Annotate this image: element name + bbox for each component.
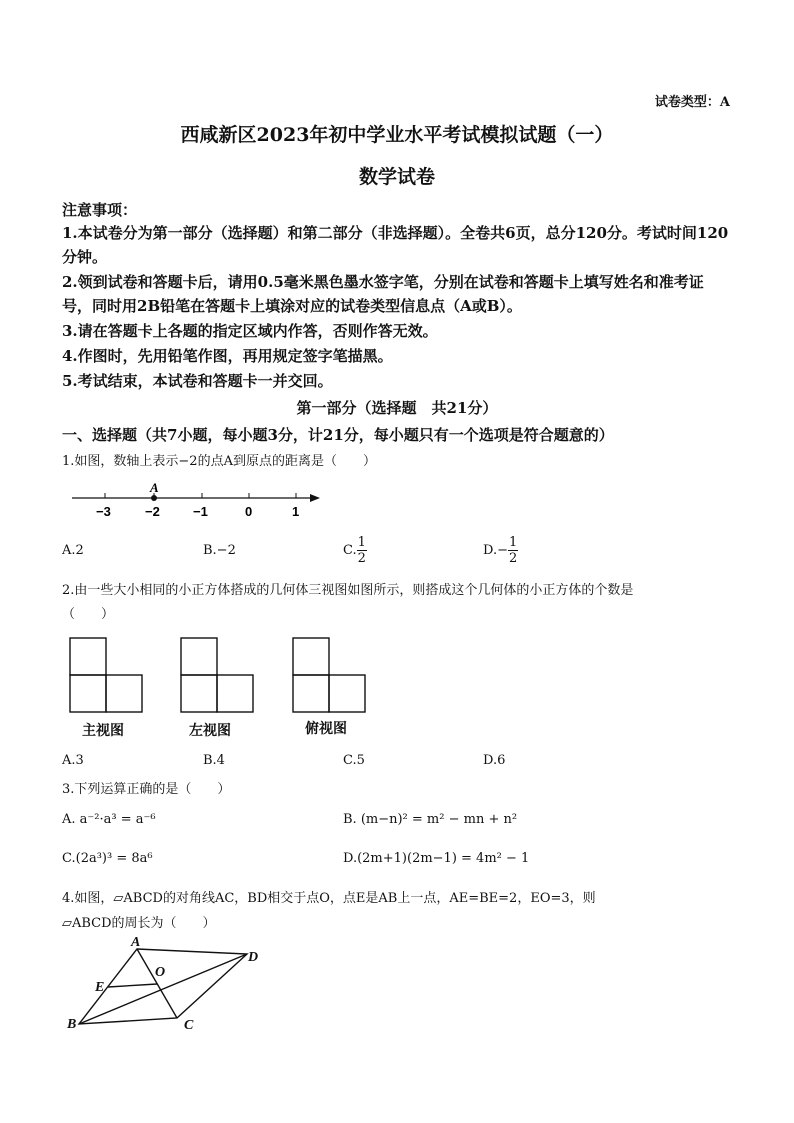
q2-option-b[interactable]: B.4 [203,753,225,768]
fraction-numerator: 1 [508,535,518,550]
front-view-label: 主视图 [82,723,124,739]
number-line-figure [62,478,332,524]
segment-eo [108,984,157,987]
point-a-dot [151,495,157,501]
q1-option-b[interactable]: B.−2 [203,543,236,558]
left-view-figure [177,636,267,716]
note-item: 3.请在答题卡上各题的指定区域内作答，否则作答无效。 [62,322,438,340]
note-item: 4.作图时，先用铅笔作图，再用规定签字笔描黑。 [62,347,393,365]
q1-option-a[interactable]: A.2 [62,543,84,558]
vertex-d-label: D [248,950,259,965]
tick-label: −3 [96,504,111,519]
q1-option-c-prefix: C. [343,543,357,558]
diagonal-ac [137,949,177,1018]
fraction [508,535,518,566]
question-2-stem-cont: （ ） [62,607,115,622]
note-item: 5.考试结束，本试卷和答题卡一并交回。 [62,372,333,390]
point-e-label: E [95,980,105,995]
parallelogram-figure [62,934,272,1039]
question-4-stem: 4.如图，▱ABCD的对角线AC，BD相交于点O，点E是AB上一点，AE=BE=2，EO=3，则 [62,891,596,906]
note-item: 2.领到试卷和答题卡后，请用0.5毫米黑色墨水签字笔，分别在试卷和答题卡上填写姓名和准考证号，同时用2B铅笔在答题卡上填涂对应的试卷类型信息点（A或B）。 [62,273,704,315]
point-a-label: A [150,480,159,495]
front-view-figure [66,636,156,716]
q3-option-b[interactable]: B. (m−n)² = m² − mn + n² [343,812,518,827]
top-view-label: 俯视图 [305,721,347,737]
point-o-label: O [155,965,166,980]
q3-option-a[interactable]: A. a⁻²·a³ = a⁻⁶ [62,812,156,827]
question-4-stem-cont: ▱ABCD的周长为（ ） [62,916,216,931]
vertex-b-label: B [67,1017,77,1032]
fraction [357,535,367,566]
q2-option-d[interactable]: D.6 [483,753,506,768]
q3-option-c[interactable]: C.(2a³)³ = 8a⁶ [62,851,153,866]
q2-option-c[interactable]: C.5 [343,753,365,768]
tick-label: −1 [193,504,208,519]
left-view-label: 左视图 [189,723,231,739]
tick-label: 1 [292,504,300,519]
tick-label: −2 [145,504,160,519]
section-heading: 一、选择题（共7小题，每小题3分，计21分，每小题只有一个选项是符合题意的） [62,426,614,444]
q2-option-a[interactable]: A.3 [62,753,84,768]
vertex-a-label: A [131,935,141,950]
q1-option-d[interactable] [483,535,518,566]
note-item: 1.本试卷分为第一部分（选择题）和第二部分（非选择题）。全卷共6页，总分120分。考试时间120分钟。 [62,224,729,266]
exam-title: 西咸新区2023年初中学业水平考试模拟试题（一） [180,124,614,146]
question-3-stem: 3.下列运算正确的是（ ） [62,782,231,797]
question-2-stem: 2.由一些大小相同的小正方体搭成的几何体三视图如图所示，则搭成这个几何体的小正方体的个数是 [62,583,634,598]
fraction-numerator: 1 [357,535,366,550]
tick-label: 0 [245,504,253,519]
paper-type: 试卷类型：A [654,95,730,110]
vertex-c-label: C [184,1018,194,1033]
top-view-figure [289,636,379,716]
exam-subtitle: 数学试卷 [358,166,435,188]
q1-option-d-prefix: D.− [483,543,508,558]
q3-option-d[interactable]: D.(2m+1)(2m−1) = 4m² − 1 [343,851,530,866]
number-line-arrow [310,494,320,502]
part-one-title: 第一部分（选择题 共21分） [296,399,498,417]
question-1-stem: 1.如图，数轴上表示−2的点A到原点的距离是（ ） [62,454,376,469]
q1-option-c[interactable] [343,535,367,566]
fraction-denominator: 2 [357,551,366,566]
notes-heading: 注意事项： [62,201,138,219]
fraction-denominator: 2 [508,551,518,566]
